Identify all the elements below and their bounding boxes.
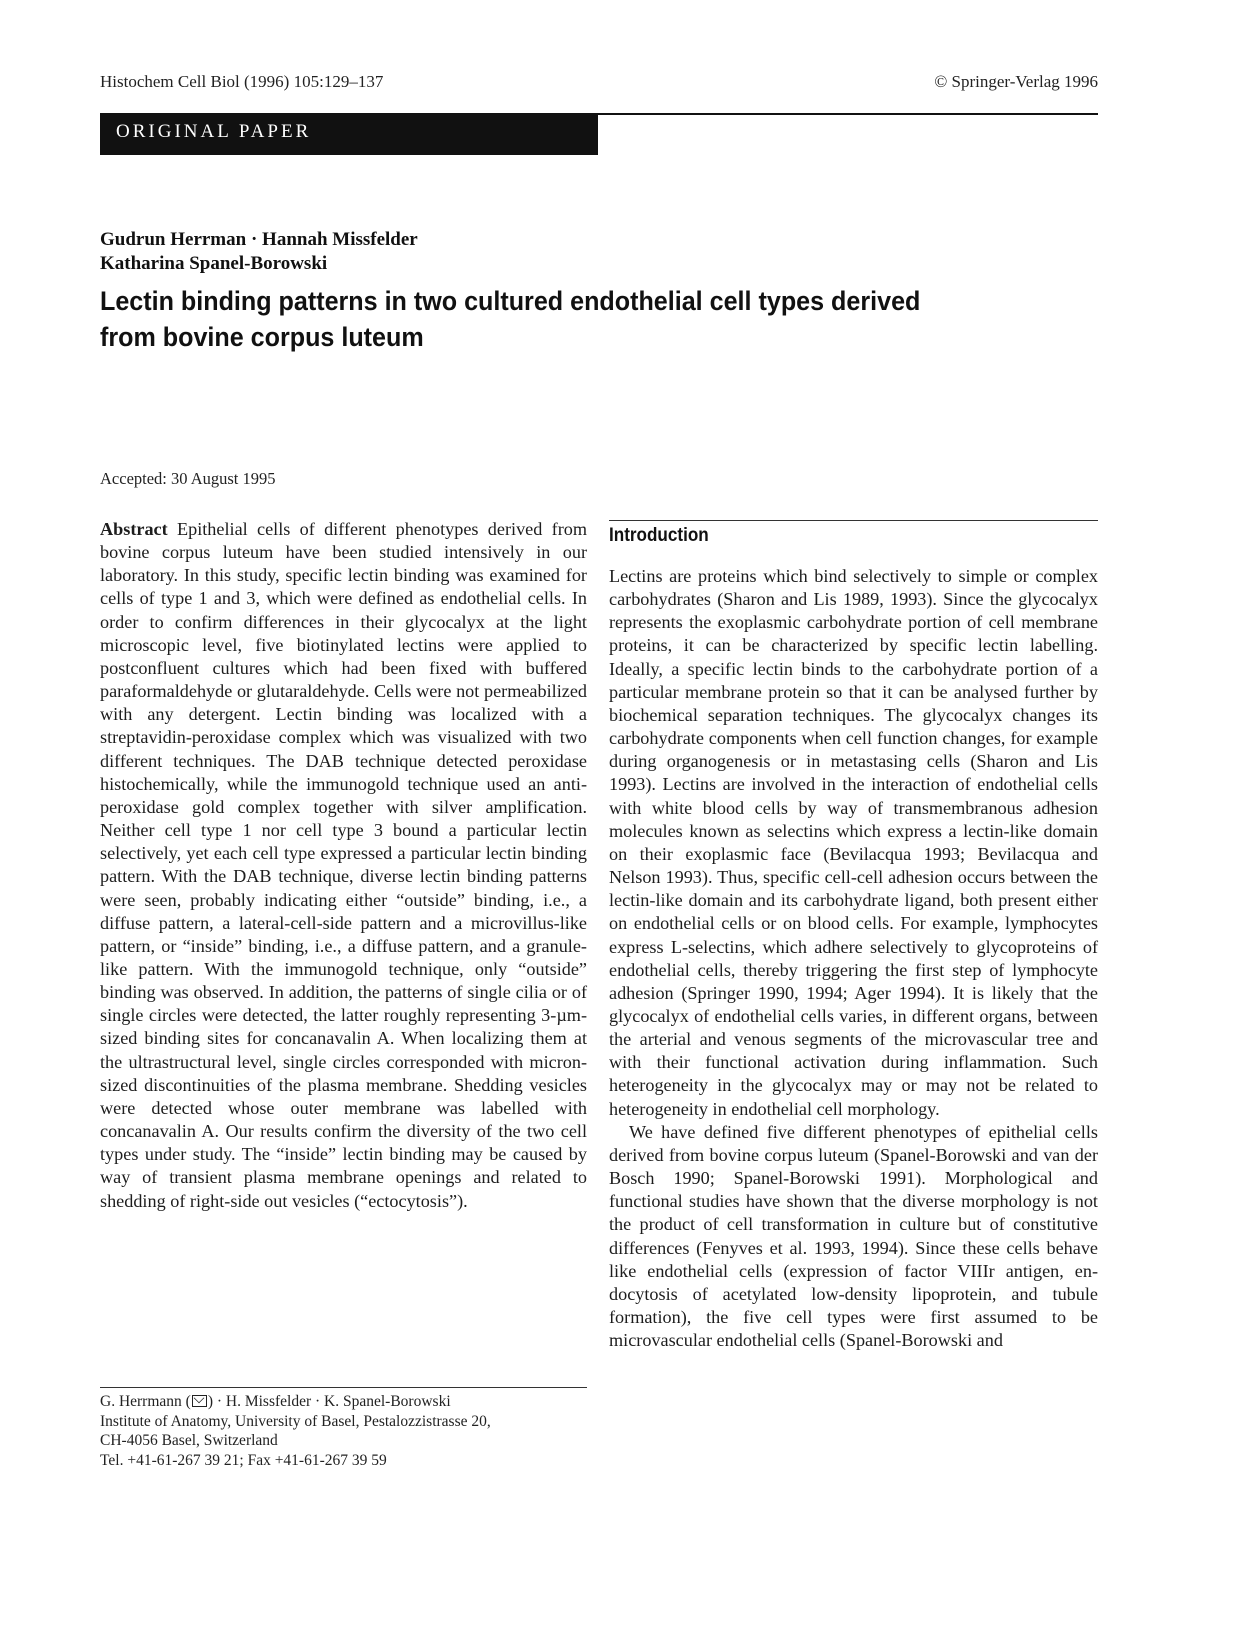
envelope-icon [192, 1395, 207, 1407]
authors-line-1: Gudrun Herrman · Hannah Missfelder [100, 229, 418, 250]
header-rule [598, 113, 1098, 115]
article-type-label: ORIGINAL PAPER [116, 121, 312, 142]
footnote-institute: Institute of Anatomy, University of Basel, Pestalozzistrasse 20, [100, 1412, 491, 1430]
authors-line-2: Katharina Spanel-Borowski [100, 253, 328, 274]
publisher-copyright: © Springer-Verlag 1996 [934, 72, 1098, 91]
footnote-rule [100, 1387, 587, 1388]
introduction-rule [609, 520, 1098, 521]
accepted-date: Accepted: 30 August 1995 [100, 469, 276, 488]
journal-citation: Histochem Cell Biol (1996) 105:129–137 [100, 72, 384, 91]
footnote-phone: Tel. +41-61-267 39 21; Fax +41-61-267 39 59 [100, 1451, 387, 1469]
author-list [100, 228, 418, 276]
abstract-label: Abstract [100, 519, 168, 539]
footnote-city: CH-4056 Basel, Switzerland [100, 1432, 278, 1449]
article-type-banner [100, 113, 598, 155]
introduction-heading: Introduction [609, 525, 709, 546]
introduction-section [609, 565, 1098, 1352]
introduction-paragraph-2: We have defined five different phenotypes of epithelial cells derived from bovine corpus luteum (Spanel-Borowski and van der Bosch 1990; Spanel-Borowski 1991). Morphological and functional studies have shown that the diverse morphology is not the product of cell transformation in culture but of constitutive differences (Fenyves et al. 1993, 1994). Since these cells behave like endothelial cells (expression of factor VIIIr antigen, endocytosis of acetylated low-density lipoprotein, and tubule formation), the five cell types were first assumed to be microvascular endothelial cells (Spanel-Borowski and [609, 1121, 1098, 1351]
introduction-paragraph-1: Lectins are proteins which bind selectively to simple or complex carbohydrates (Sharon and Lis 1989, 1993). Since the glycocalyx represents the exoplasmic carbohydrate portion of cell membrane proteins, it can be characterized by specific lectin labelling. Ideally, a specific lectin binds to the carbohydrate portion of a particular membrane protein so that it can be analysed further by biochemical separation techniques. The glycocalyx changes its carbohydrate components when cell function changes, for example during organogenesis or in metastasing cells (Sharon and Lis 1993). Lectins are involved in the interaction of endothelial cells with white blood cells by way of transmembranous adhesion molecules known as selectins which express a lectin-like domain on their exoplasmic face (Bevilacqua 1993; Bevilacqua and Nelson 1993). Thus, specific cell-cell adhesion occurs between the lectin-like domain and its carbohydrate ligand, both present either on endothelial cells or on blood cells. For example, lymphocytes express L-selectins, which adhere selectively to glycoproteins of endothelial cells, thereby triggering the first step of lymphocyte adhesion (Springer 1990, 1994; Ager 1994). It is likely that the glycocalyx of endothelial cells varies, in different organs, between the arterial and venous segments of the microvascular tree and with their functional activation during inflammation. Such heterogeneity in the glycocalyx may or may not be related to heterogeneity in endothelial cell morphology. [609, 566, 1098, 1119]
footnote-author-b: ) · H. Missfelder · K. Spanel-Borowski [207, 1393, 451, 1410]
article-title [100, 283, 1030, 355]
title-line-1: Lectin binding patterns in two cultured endothelial cell types derived [100, 286, 921, 316]
abstract-text: Epithelial cells of different phenotypes derived from bovine corpus luteum have been studied intensively in our laboratory. In this study, specific lectin binding was examined for cells of type 1 and 3, which were defined as endothelial cells. In order to confirm differences in their glycocalyx at the light microscopic level, five biotinylated lectins were applied to postconfluent cultures which had been fixed with buffered paraformaldehyde or glutaraldehyde. Cells were not permeabilized with any detergent. Lectin binding was localized with a streptavidin-peroxidase complex which was visualized with two different techniques. The DAB technique detected peroxidase histochemically, while the immunogold technique used an anti-peroxidase gold complex together with silver amplification. Neither cell type 1 nor cell type 3 bound a particular lectin selectively, yet each cell type expressed a particular lectin binding pattern. With the DAB technique, diverse lectin binding patterns were seen, probably indicating either “outside” binding, i.e., a diffuse pattern, a lateral-cell-side pattern and a microvillus-like pattern, or “inside” binding, i.e., a diffuse pattern, and a granule-like pattern. With the immunogold technique, only “outside” binding was observed. In addition, the patterns of single cilia or of single circles were detected, the latter roughly representing 3-µm-sized binding sites for concanavalin A. When localizing them at the ultrastructural level, single circles corresponded with micron-sized discontinuities of the plasma membrane. Shedding vesicles were detected whose outer membrane was labelled with concanavalin A. Our results confirm the diversity of the two cell types under study. The “inside” lectin binding may be caused by way of transient plasma membrane openings and related to shedding of right-side out vesicles (“ectocytosis”). [100, 519, 587, 1211]
correspondence-footnote [100, 1392, 587, 1470]
abstract-section [100, 518, 587, 1213]
title-line-2: from bovine corpus luteum [100, 322, 424, 352]
footnote-author-a: G. Herrmann ( [100, 1393, 191, 1410]
